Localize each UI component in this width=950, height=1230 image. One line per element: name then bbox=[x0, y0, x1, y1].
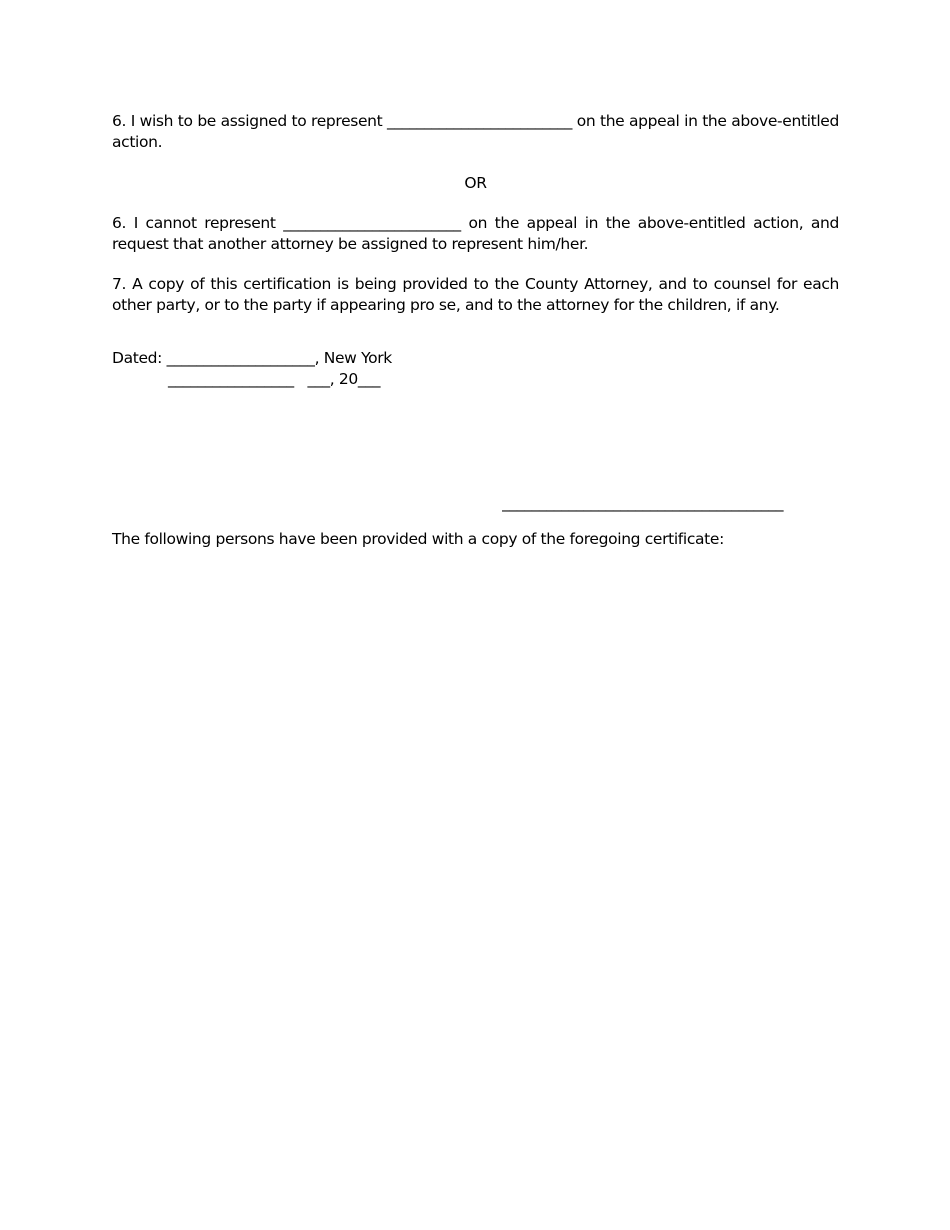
dated-location-line: Dated: ____________________, New York bbox=[112, 349, 392, 367]
or-separator: OR bbox=[464, 174, 487, 192]
paragraph-6-assign: 6. I wish to be assigned to represent _________________________ on the appeal in the above-entitled action. bbox=[112, 112, 839, 151]
signature-line: ______________________________________ bbox=[502, 494, 784, 512]
paragraph-6-cannot: 6. I cannot represent ________________________ on the appeal in the above-entitled action, and request that another attorney be assigned to represent him/her. bbox=[112, 214, 839, 253]
following-persons-text: The following persons have been provided with a copy of the foregoing certificate: bbox=[112, 530, 724, 548]
dated-date-line: _________________ ___, 20___ bbox=[168, 370, 381, 388]
paragraph-7-copy: 7. A copy of this certification is being provided to the County Attorney, and to counsel for each other party, or to the party if appearing pro se, and to the attorney for the children, if any. bbox=[112, 275, 839, 314]
